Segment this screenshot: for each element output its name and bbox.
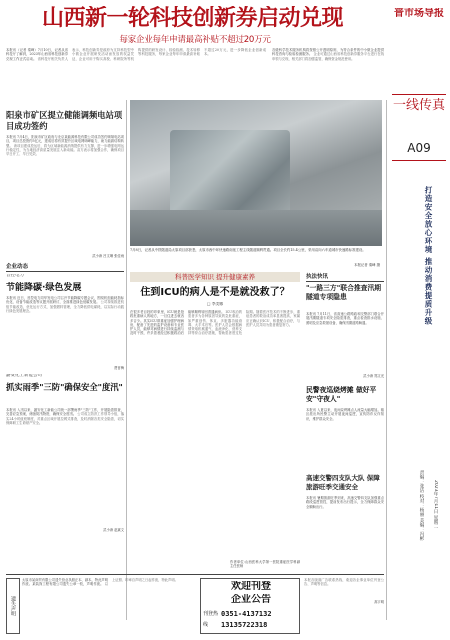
science-byline: □ 李美娜 (206, 302, 224, 306)
ad-side-text: 本报各版面广告联系热线，欢迎各企事业单位刊登公告、声明等信息。 (304, 578, 384, 587)
science-banner: 科普医学知识 提升健康素养 (130, 272, 300, 282)
tag-underline (6, 271, 124, 272)
left-article1-body: 本报讯 7月4日，阳泉市矿区政府与北京某能源科技有限公司成功签约调频电站项目，项目总投资约5亿元，建成后将有效提升区域电网调峰能力，助力能源结构转型。 该项目建成投运后，将为区域新能源消纳提供有力支撑，进一步增强电网运行稳定性，为当地经济高质量发展注入新动能。双方表示将加强合作，确保项目早日开工、早日见效。 (6, 135, 124, 157)
traffic-police-byline: 高宇明 (374, 600, 384, 604)
headline-subtitle: 每家企业每年申请最高补贴不超过20万元 (119, 35, 271, 45)
tunnel-structure (170, 130, 290, 220)
headline-title: 山西新一轮科技创新券启动兑现 (41, 6, 343, 31)
science-title: 住到ICU的病人是不是就没救了？ (140, 287, 290, 298)
photo-credit: 本报记者 秦峰 摄 (354, 263, 380, 267)
ad-phone2[interactable]: 13135722318 (221, 621, 268, 629)
traffic-police-body: 本报讯 暑期旅游旺季到来，高速交警四支队加强重点路段巡逻管控，提前发布出行提示，全力保障群众安全顺畅出行。 (306, 496, 384, 509)
ad-notice: 企业公告 (231, 594, 271, 605)
headline-intro: 本报讯（记者 秦峰）7月10日，记者从省科技厅了解到，2023年山西省科技创新券兑现工作正式启动。 省科技厅相关负责人表示，科技创新券是政府为支持科技型中小微企业开展研发活动而发放的权益凭证，企业可用于购买高校、科研院所等机构提供的研发设计、检验检测、技术转移等科技服务，每家企业每年申请最高补贴不超过20万元，进一步降低企业创新成本。 (6, 48, 266, 61)
ad-hotline-label: 刊登热线 (203, 611, 219, 628)
right-column-divider (386, 100, 387, 620)
section-name: 一线传真 (392, 98, 445, 113)
masthead-rule-top (392, 94, 446, 95)
page-number: A09 (407, 141, 431, 155)
left-article3-title: 抓实雨季"三防"确保安全"度汛" (6, 382, 123, 392)
logo: 晋市场导报 (394, 8, 444, 19)
slogan: 打造安全放心环境 推动消费提质升级 (424, 186, 433, 326)
science-author: 作者单位:山西医科大学第一医院重症医学科副主任医师 (230, 560, 300, 569)
enforcement-byline: 武小涛 郑文光 (363, 374, 384, 378)
night-patrol-body: 本报讯 入夏以来，夜间烧烤摊点人流量大幅增加。辖区派出所民警主动开展夜间巡逻，宣传防诈反诈知识，维护群众安全。 (306, 408, 384, 421)
tunnel-photo (130, 100, 382, 246)
ad-welcome: 欢迎刊登 (231, 581, 271, 592)
enforcement-body: 本报讯 7月11日，省高速公路路政和交警部门联合开展汛期隧道专项安全隐患排查，重点检查排水设施、照明及应急救援设备，确保汛期道路畅通。 (306, 312, 384, 325)
left-article3-byline: 武小涛 赵斌文 (103, 528, 124, 532)
left-article2-byline: 贾晋梅 (114, 366, 124, 370)
notice-body: 太原市某商贸有限公司遗失营业执照正本、副本，特此声明作废。某装饰工程有限公司遗失公章一枚，声明作废。 以上证照、印章自声明之日起作废，特此声明。 (22, 578, 178, 587)
photo-caption: 7月8日，记者从中铁隧道局太原项目部获悉，太原市西中环快速路南延工程主线隧道顺利贯通。项目全长约15.4公里，采用双向六车道城市快速路标准建设。 (130, 248, 366, 252)
night-patrol-title: 民警夜巡烧烤摊 做好平安"守夜人" (306, 386, 377, 403)
left-article3-body: 本报讯 入汛以来，潞安化工新能公司统一部署雨季"三防"工作，开展隐患排查，完善应急预案，储备防汛物资，确保安全度汛。 公司成立防汛工作领导小组，落实24小时值班制度，对重点区域开展拉网式排查，及时消除各类安全隐患，切实保障职工生命财产安全。 (6, 408, 124, 425)
left-article3-kicker: 潞安化工新能公司 (6, 374, 42, 378)
enforcement-underline (306, 281, 384, 282)
left-article2-kicker: 晋控电力 (6, 274, 24, 278)
headline-right-intro: 各级科学技术服务机构将按照公开透明原则，为符合条件的中小微企业提供科技咨询与检验检测服务。 企业可通过山西省科技创新券服务平台进行在线申领与兑现，相关部门将加强监管，确保资金规范使用。 (272, 48, 384, 61)
ad-box (200, 578, 300, 634)
left-article1-title: 阳泉市矿区提立健能调频电站项目成功签约 (6, 110, 123, 131)
masthead-rule-bottom (392, 160, 446, 161)
section-tag-enterprise: 企业动态 (6, 264, 29, 270)
enforcement-title: "一路三方"联合推查汛期隧道专项隐患 (306, 284, 382, 301)
bottom-rule (6, 574, 384, 575)
ad-phone1[interactable]: 0351-4137132 (221, 610, 272, 618)
section-tag-enforcement: 执法快讯 (306, 274, 329, 280)
date-line: 2023年7月11日 星期二 (433, 480, 438, 529)
notice-box: 遗失声明 (6, 578, 20, 634)
editor-line: 责编：张洁 校对：杨丽 美编：冯彬 (419, 470, 424, 541)
left-article2-title: 节能降碳·绿色发展 (6, 283, 82, 293)
left-article1-byline: 武小涛 吕文琳 张佳雨 (92, 254, 124, 258)
tunnel-road (130, 210, 382, 246)
science-body: 在很多老百姓的印象里，ICU就是抢救危重病人的地方，一旦住进去就凶多吉少。其实ICU即重症加强护理病房，配备了先进的监护设备和专业医护人员，能够对病情进行持续监测与及时干预，许多患者经过积极救治后能够顺利转回普通病房。 ICU收治的患者多为各种原因导致的急危重症，如严重创伤、休克、多脏器功能衰竭、大手术后等。医护人员会根据病情采取机械通气、血液净化、营养支持等综合治疗措施，帮助患者度过危险期。随着医疗技术的不断进步，重症患者的救治成功率显著提高，家属应正确认识ICU，积极配合治疗，与医护人员共同为患者康复努力。 (130, 310, 300, 336)
left-column-divider (126, 100, 127, 620)
traffic-police-title: 高速交警四支队大队 保障旅游旺季交通安全 (306, 474, 380, 491)
left-article2-body: 本报讯 近日，晋控电力同华发电公司召开节能降碳专题会议，围绕机组能耗指标优化、设备节能改造等议题开展研讨，全面推进绿色低碳发展。 公司持续推进机组节能改造，优化运行方式，加强燃料管理，全力降低供电煤耗，以实际行动践行绿色发展理念。 (6, 296, 124, 313)
